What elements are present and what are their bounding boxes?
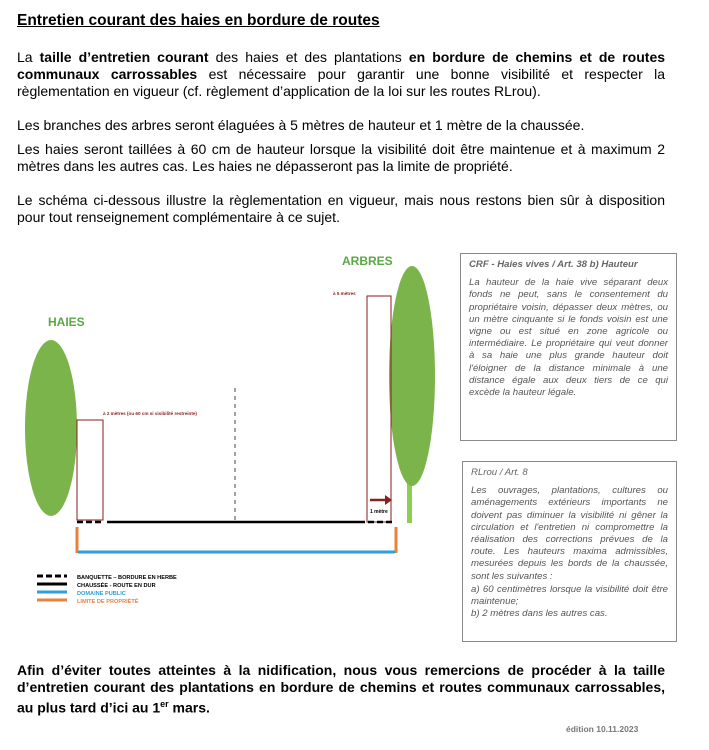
rlrou-article-text: Les ouvrages, plantations, cultures ou aménagements extérieurs importants ne doivent pas diminuer la visibilité ni gêner la circulation et l'entretien ni compromettre la réalisation des corrections prévues de la route. Les hauteurs maxima admissibles, mesurées depuis les bords de la chaussée, sont les suivantes : (471, 485, 668, 582)
hedge-shape (25, 340, 77, 516)
intro-bold-2: en bordure de chemins et de routes communaux carrossables (17, 49, 666, 82)
footer-notice (17, 662, 665, 717)
haies-label: HAIES (48, 315, 85, 329)
diagram-intro-paragraph: Le schéma ci-dessous illustre la règlementation en vigueur, mais nous restons bien sûr à disposition pour tout renseignement complémentaire à ce sujet. (17, 192, 665, 225)
footer-text: Afin d’éviter toutes atteintes à la nidification, nous vous remercions de procéder à la taille d’entretien courant des plantations en bordure de chemins et routes communaux carrossables, au plus tard d’ici au 1 (17, 662, 665, 716)
rlrou-article-box (462, 461, 677, 642)
footer-superscript: er (160, 699, 169, 709)
crf-article-heading: CRF - Haies vives / Art. 38 b) Hauteur (469, 259, 638, 270)
page-title: Entretien courant des haies en bordure de routes (17, 12, 380, 29)
legend-public: DOMAINE PUBLIC (77, 591, 126, 597)
one-metre-label: 1 mètre (370, 509, 388, 515)
branches-paragraph: Les branches des arbres seront élaguées à 5 mètres de hauteur et 1 mètre de la chaussée. (17, 117, 585, 133)
legend-banquette: BANQUETTE – BORDURE EN HERBE (77, 575, 177, 581)
edition-date: édition 10.11.2023 (566, 724, 639, 734)
legend-road: CHAUSSÉE - ROUTE EN DUR (77, 583, 156, 589)
rlrou-item-a: a) 60 centimètres lorsque la visibilité doit être maintenue; (471, 583, 668, 608)
diagram-legend (37, 575, 177, 605)
rlrou-item-b: b) 2 mètres dans les autres cas. (471, 608, 608, 620)
crf-article-box (460, 253, 677, 441)
intro-text-3: est nécessaire pour garantir une bonne visibilité et respecter la règlementation en vigueur (cf. règlement d’application de la loi sur les routes RLrou). (17, 66, 666, 99)
rlrou-article-heading: RLrou / Art. 8 (471, 467, 528, 478)
footer-end: mars. (168, 699, 210, 716)
hedge-diagram (15, 240, 455, 620)
hedges-paragraph: Les haies seront taillées à 60 cm de hauteur lorsque la visibilité doit être maintenue et à maximum 2 mètres dans les autres cas. Les haies ne dépasseront pas la limite de propriété. (17, 141, 665, 174)
tree-crown (389, 266, 435, 486)
intro-paragraph (17, 49, 665, 100)
tree-height-label: à 5 mètres (333, 291, 356, 296)
hedge-height-label: à 2 mètres (ou 60 cm si visibilité restreinte) (103, 411, 197, 416)
tree-height-box (367, 296, 391, 522)
intro-text-2: des haies et des plantations (208, 49, 409, 65)
intro-text-1: La (17, 49, 40, 65)
legend-limit: LIMITE DE PROPRIÉTÉ (77, 599, 139, 605)
intro-bold-1: taille d’entretien courant (39, 49, 209, 65)
hedge-height-box (77, 420, 103, 520)
arbres-label: ARBRES (342, 254, 393, 268)
crf-article-text: La hauteur de la haie vive séparant deux fonds ne peut, sans le consentement du propriétaire voisin, dépasser deux mètres, ou un mètre cinquante si le fonds voisin est une vigne ou est situé en zone agricole ou intermédiaire. Le propriétaire qui veut donner à sa haie une plus grande hauteur doit l'éloigner de la distance minimale à une distance égale aux deux tiers de ce qui excède la hauteur légale. (469, 277, 668, 399)
